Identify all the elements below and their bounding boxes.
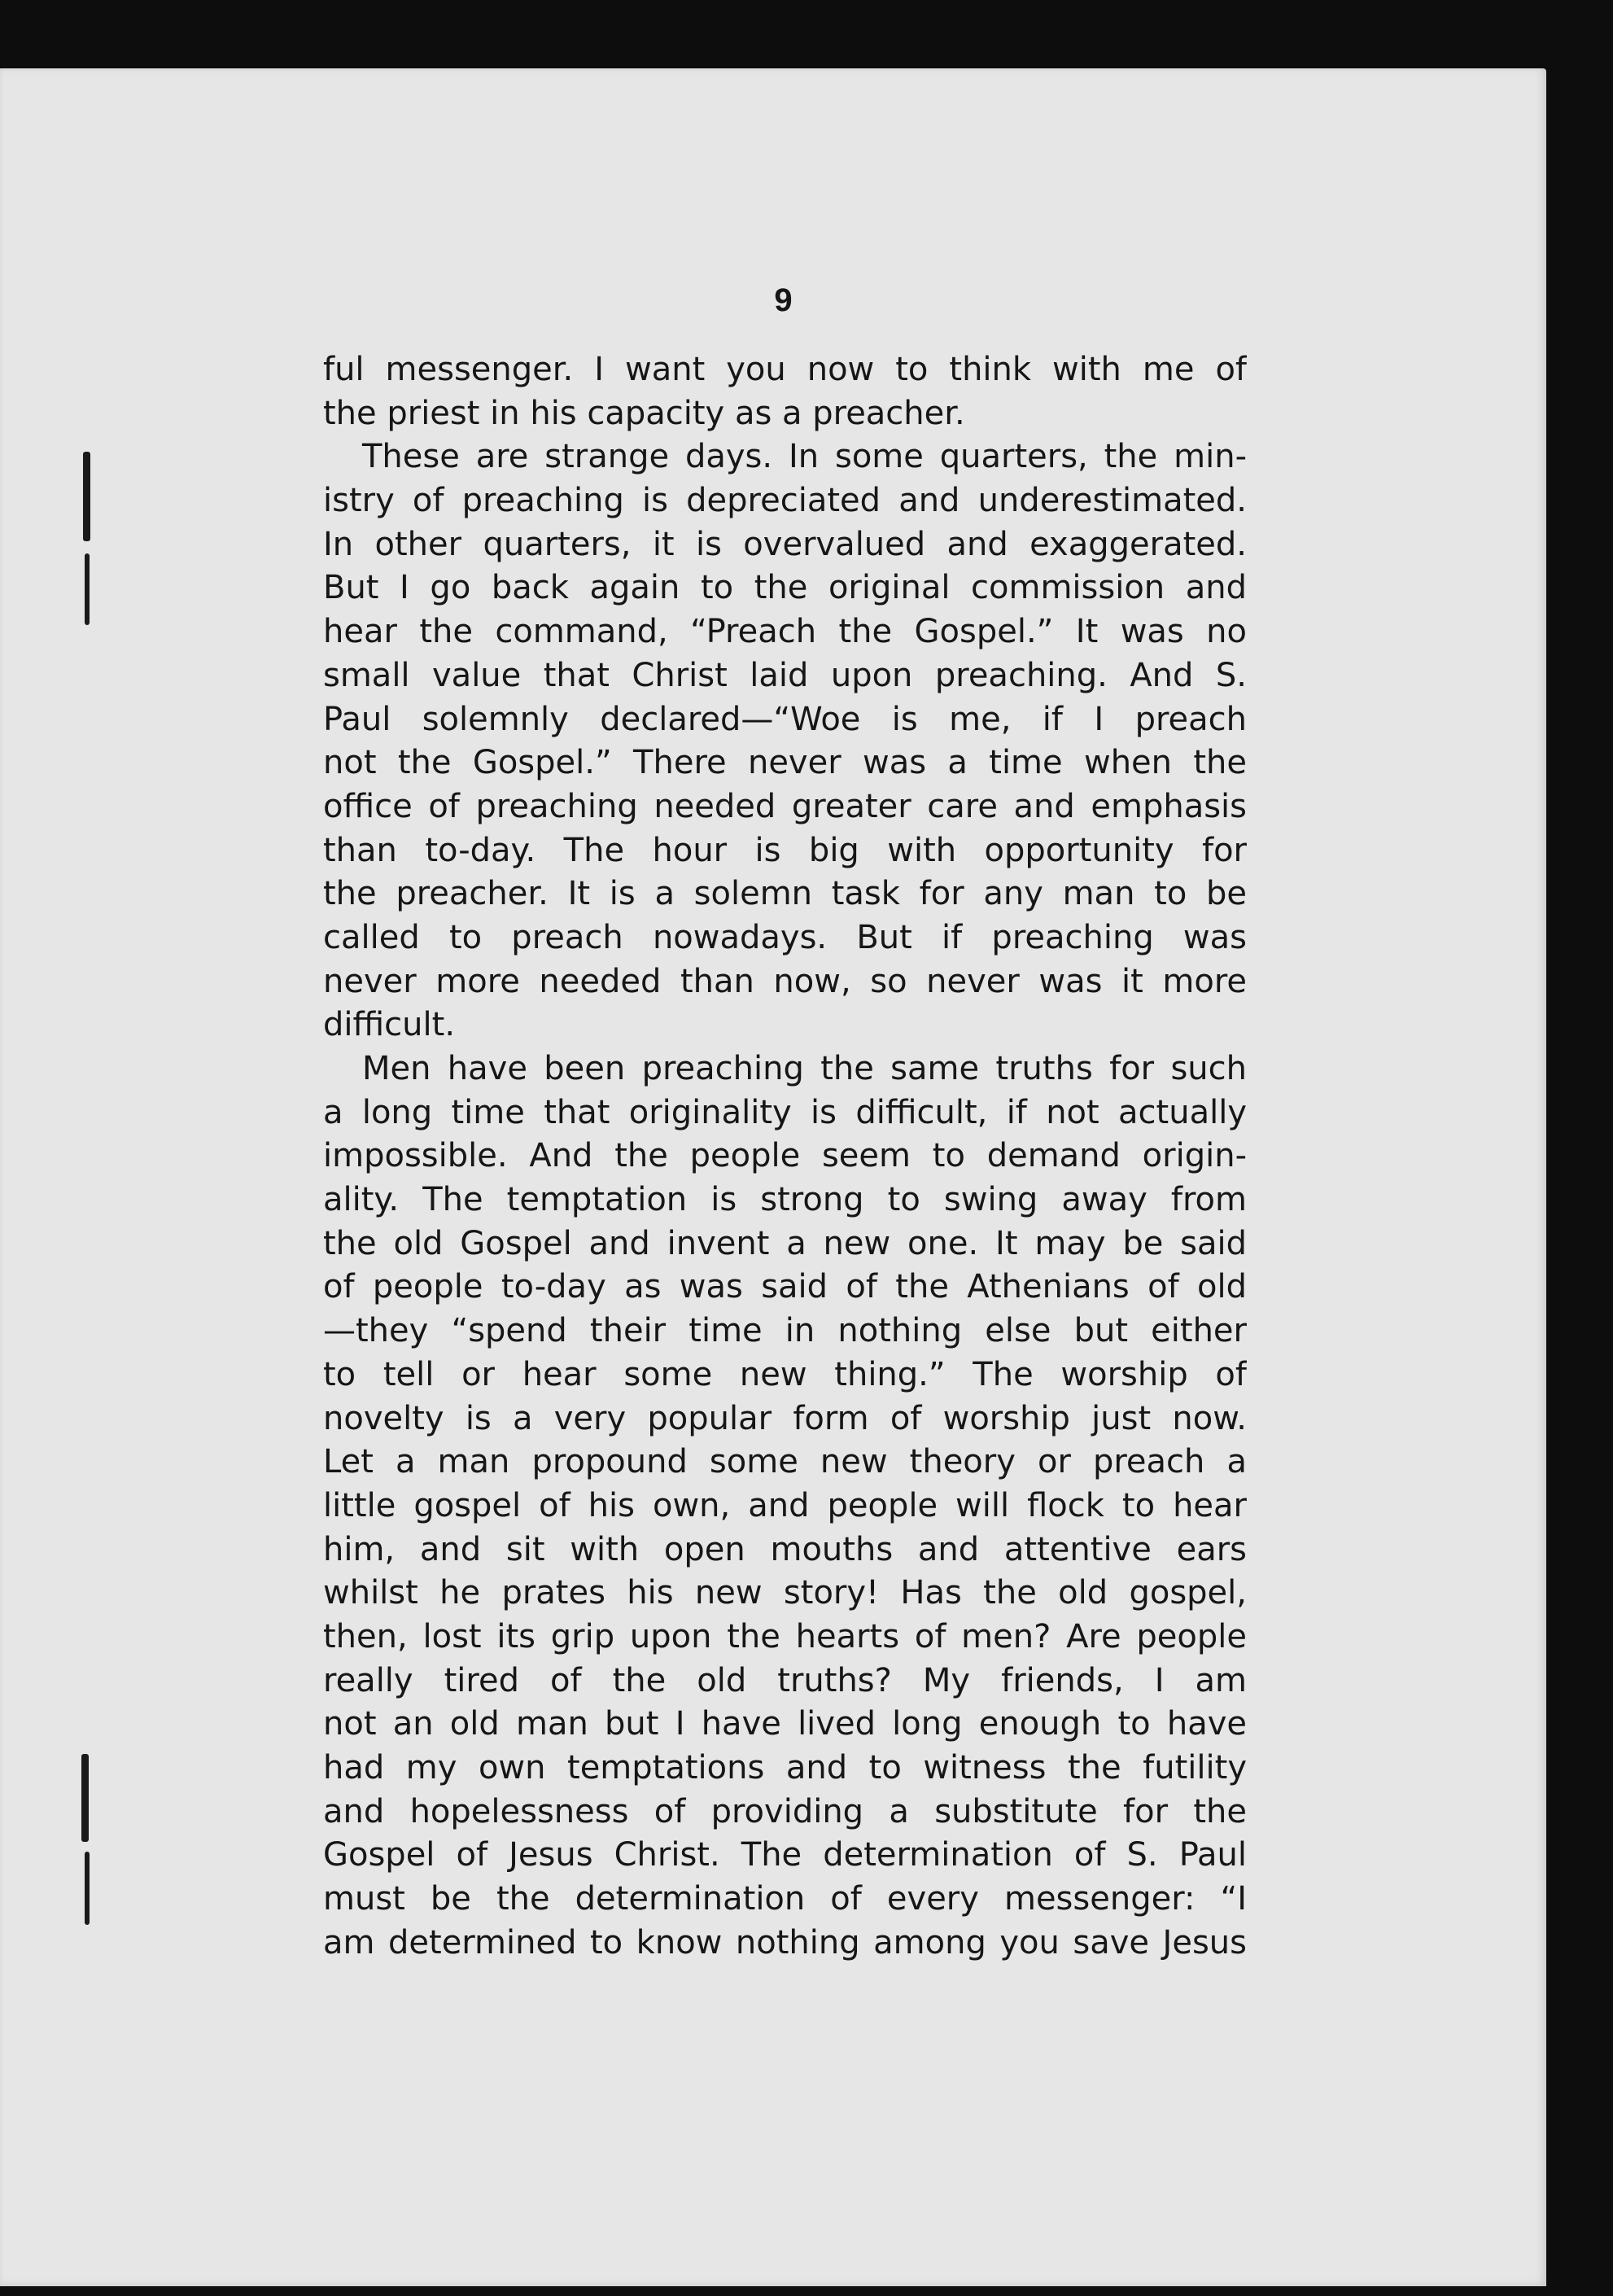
page-number: 9	[774, 282, 793, 318]
text-line: a long time that originality is difficult, if not actually	[323, 1093, 1247, 1131]
binding-mark	[85, 553, 90, 625]
text-line: ality. The temptation is strong to swing away from	[323, 1181, 1247, 1219]
text-line: These are strange days. In some quarters, the min-	[362, 438, 1247, 476]
text-line: not the Gospel.” There never was a time when the	[323, 744, 1247, 782]
text-line: really tired of the old truths? My friends, I am	[323, 1661, 1247, 1699]
text-line: called to preach nowadays. But if preaching was	[323, 918, 1247, 956]
text-line: But I go back again to the original commission and	[323, 569, 1247, 607]
text-line: —they “spend their time in nothing else but either	[323, 1312, 1247, 1350]
text-line: impossible. And the people seem to demand origin-	[323, 1137, 1247, 1175]
text-line: whilst he prates his new story! Has the old gospel,	[323, 1574, 1247, 1612]
text-line: hear the command, “Preach the Gospel.” It was no	[323, 613, 1247, 651]
binding-mark	[83, 452, 90, 541]
text-line: Gospel of Jesus Christ. The determination of S. Paul	[323, 1836, 1247, 1874]
text-line: the old Gospel and invent a new one. It may be said	[323, 1224, 1247, 1262]
text-line: novelty is a very popular form of worship just now.	[323, 1399, 1247, 1437]
text-line: never more needed than now, so never was it more	[323, 962, 1247, 1000]
text-line: the preacher. It is a solemn task for any man to be	[323, 875, 1247, 913]
text-line: not an old man but I have lived long enough to have	[323, 1705, 1247, 1743]
text-line: him, and sit with open mouths and attentive ears	[323, 1530, 1247, 1568]
text-line: to tell or hear some new thing.” The worship of	[323, 1355, 1247, 1393]
binding-mark	[85, 1852, 90, 1925]
binding-mark	[81, 1754, 89, 1842]
text-line: In other quarters, it is overvalued and exaggerated.	[323, 525, 1247, 563]
text-line: and hopelessness of providing a substitute for the	[323, 1792, 1247, 1830]
body-text	[323, 348, 1247, 1965]
text-line: difficult.	[323, 1006, 456, 1044]
text-line: then, lost its grip upon the hearts of men? Are people	[323, 1617, 1247, 1655]
text-line: little gospel of his own, and people will flock to hear	[323, 1486, 1247, 1524]
text-line: had my own temptations and to witness the futility	[323, 1749, 1247, 1787]
text-line: Paul solemnly declared—“Woe is me, if I preach	[323, 700, 1247, 738]
text-line: office of preaching needed greater care and emphasis	[323, 787, 1247, 825]
text-line: small value that Christ laid upon preaching. And S.	[323, 656, 1247, 694]
text-line: than to-day. The hour is big with opportunity for	[323, 831, 1247, 869]
text-line: must be the determination of every messenger: “I	[323, 1880, 1247, 1918]
text-line: of people to-day as was said of the Athenians of old	[323, 1268, 1247, 1306]
text-line: the priest in his capacity as a preacher.	[323, 394, 965, 432]
text-line: ful messenger. I want you now to think with me of	[323, 351, 1247, 388]
text-line: am determined to know nothing among you save Jesus	[323, 1923, 1247, 1961]
text-line: Men have been preaching the same truths for such	[362, 1050, 1247, 1087]
text-line: Let a man propound some new theory or preach a	[323, 1443, 1247, 1481]
text-line: istry of preaching is depreciated and underestimated.	[323, 482, 1247, 520]
